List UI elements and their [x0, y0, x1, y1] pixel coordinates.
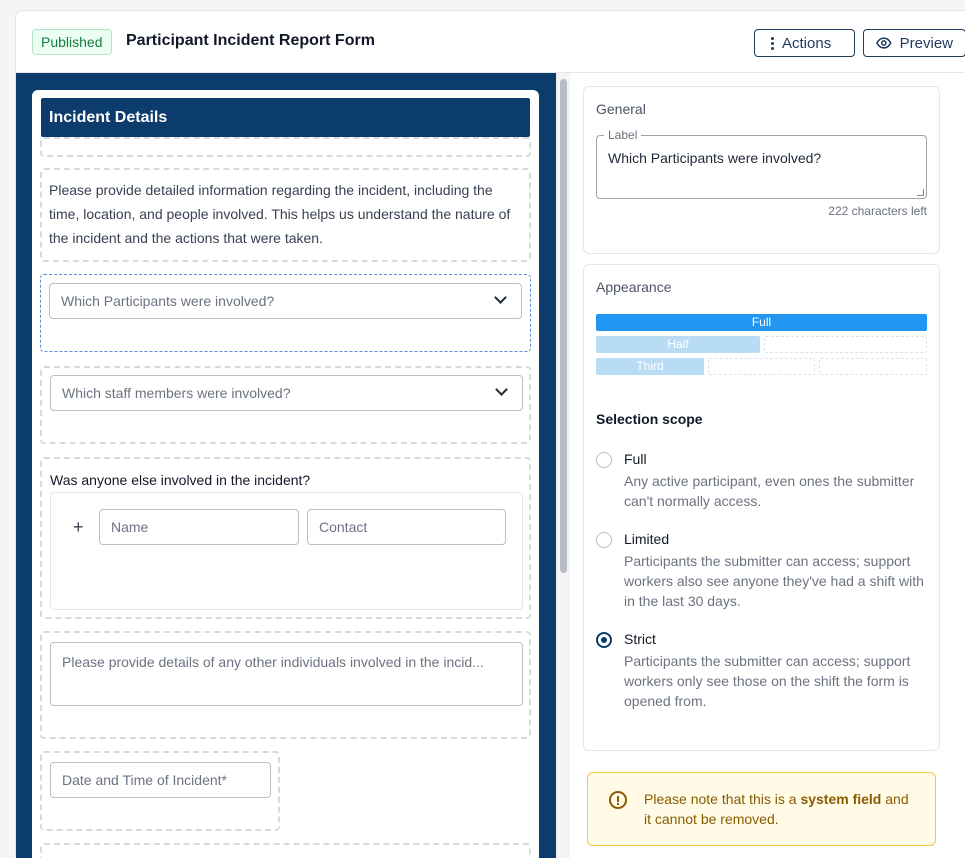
width-slot-empty	[764, 336, 927, 353]
option-desc: Participants the submitter can access; support workers only see those on the shift the form is opened from.	[624, 653, 911, 709]
width-option-half[interactable]: Half	[596, 336, 760, 353]
contact-field[interactable]	[307, 509, 506, 545]
more-vertical-icon	[771, 37, 774, 50]
plus-icon[interactable]: +	[73, 517, 84, 537]
participants-field-block[interactable]	[40, 274, 531, 352]
appearance-title: Appearance	[596, 279, 672, 295]
staff-select-text: Which staff members were involved?	[62, 385, 291, 401]
option-name: Full	[624, 451, 647, 467]
chevron-down-icon	[494, 291, 507, 304]
width-slot-empty	[708, 358, 815, 375]
date-time-field[interactable]	[50, 762, 271, 798]
repeater-box	[50, 492, 523, 610]
staff-select[interactable]	[50, 375, 523, 411]
description-text: Please provide detailed information regarding the incident, including the time, location, and people involved. This helps us understand the nature of the incident and the actions that were taken.	[49, 182, 511, 246]
width-option-third[interactable]: Third	[596, 358, 704, 375]
appearance-card	[583, 264, 940, 751]
resize-handle-icon[interactable]	[917, 189, 924, 196]
option-name: Limited	[624, 531, 670, 547]
others-details-block[interactable]	[40, 631, 531, 739]
date-time-placeholder: Date and Time of Incident*	[62, 772, 227, 788]
status-badge: Published	[32, 29, 112, 55]
others-details-placeholder: Please provide details of any other individuals involved in the incid...	[62, 654, 484, 670]
section-heading[interactable]: Incident Details	[41, 98, 530, 137]
actions-button[interactable]	[754, 29, 855, 57]
staff-field-block[interactable]	[40, 366, 531, 444]
preview-label: Preview	[899, 34, 953, 52]
label-textarea[interactable]	[596, 128, 927, 199]
width-option-full[interactable]: Full	[596, 314, 927, 331]
notice-text	[644, 789, 914, 829]
description-block[interactable]	[40, 168, 531, 262]
contact-placeholder: Contact	[319, 519, 368, 535]
option-desc: Any active participant, even ones the submitter can't normally access.	[624, 473, 915, 509]
name-field[interactable]	[99, 509, 299, 545]
chevron-down-icon	[495, 383, 508, 396]
canvas-scrollbar[interactable]	[556, 73, 570, 858]
empty-drop-zone[interactable]	[40, 137, 531, 157]
participants-select-text: Which Participants were involved?	[61, 293, 275, 309]
participants-select[interactable]	[49, 283, 522, 319]
general-card	[583, 86, 940, 254]
others-question: Was anyone else involved in the incident?	[50, 472, 311, 488]
radio-full[interactable]	[596, 452, 612, 468]
name-placeholder: Name	[111, 519, 149, 535]
scope-title: Selection scope	[596, 411, 703, 427]
radio-limited[interactable]	[596, 532, 612, 548]
others-details-textarea[interactable]	[50, 642, 523, 706]
notice-prefix: Please note that this is a	[644, 791, 801, 807]
form-builder-window	[15, 10, 965, 858]
date-field-block[interactable]	[40, 751, 280, 831]
radio-strict[interactable]	[596, 632, 612, 648]
label-legend: Label	[604, 128, 641, 142]
notice-emphasis: system field	[800, 791, 882, 807]
preview-button[interactable]	[863, 29, 965, 57]
general-title: General	[596, 101, 646, 117]
label-value: Which Participants were involved?	[608, 150, 822, 166]
alert-circle-icon	[609, 791, 627, 809]
eye-icon	[876, 37, 892, 49]
chars-left: 222 characters left	[828, 204, 927, 218]
next-field-block[interactable]	[40, 843, 531, 858]
option-name: Strict	[624, 631, 656, 647]
header-bar	[16, 11, 965, 73]
page-title: Participant Incident Report Form	[126, 32, 375, 49]
notice-suffix: and it cannot be removed.	[644, 791, 909, 827]
width-slot-empty	[819, 358, 927, 375]
scrollbar-thumb[interactable]	[560, 79, 567, 573]
form-canvas	[16, 73, 556, 858]
form-page	[32, 90, 539, 858]
option-desc: Participants the submitter can access; support workers also see anyone they've had a shift with in the last 30 days.	[624, 553, 924, 609]
actions-label: Actions	[782, 34, 832, 52]
others-field-block[interactable]	[40, 457, 531, 619]
system-field-notice	[587, 772, 936, 846]
